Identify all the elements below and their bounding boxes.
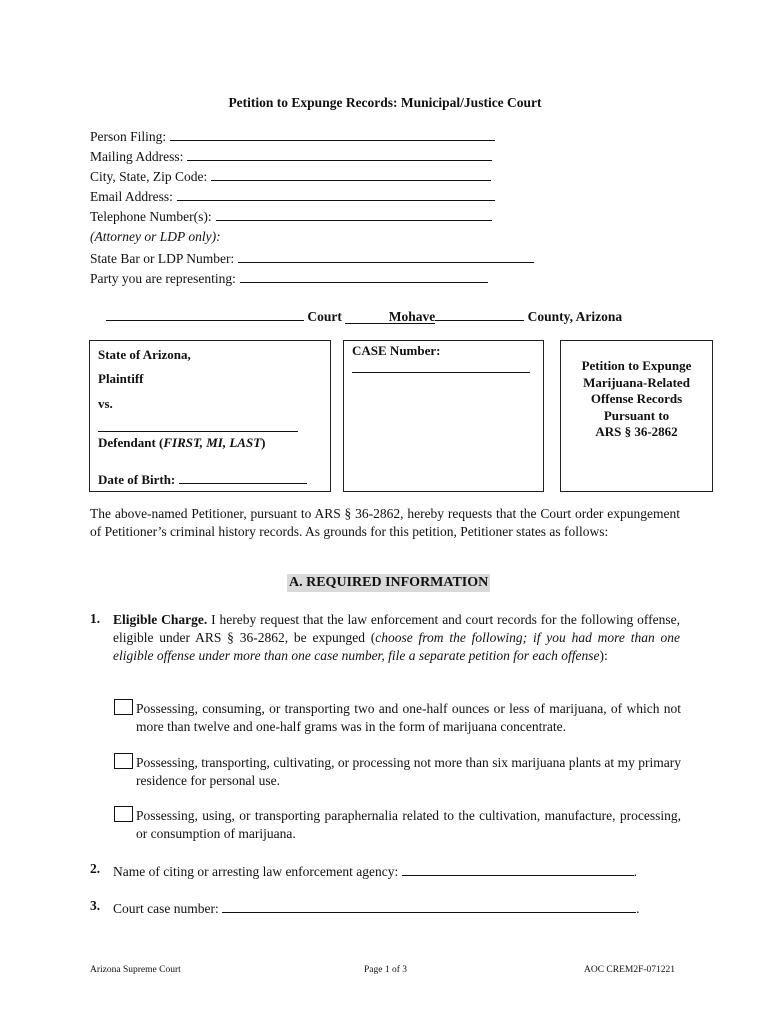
item-2-end: . [633,864,638,879]
option-2-checkbox[interactable] [114,753,133,769]
section-a-heading: A. REQUIRED INFORMATION [289,575,489,590]
case-number-label: CASE Number: [352,343,441,358]
telephone-label: Telephone Number(s): [90,209,212,224]
item-1-number: 1. [90,611,101,626]
attorney-note: (Attorney or LDP only): [90,229,221,244]
option-2-text: Possessing, transporting, cultivating, or processing not more than six marijuana plants at my primary residence for personal use. [136,755,681,788]
item-2-row [113,861,637,880]
state-bar-label: State Bar or LDP Number: [90,251,235,266]
party-label: Party you are representing: [90,271,236,286]
petition-title-line: ARS § 36-2862 [595,424,678,439]
county-field[interactable] [345,309,435,324]
case-number-field[interactable] [352,372,530,373]
item-1-body: I hereby request that the law enforcement and court records for the following offense, eligible under ARS § 36-2862, be expunged ( [113,612,681,645]
county-field-tail [435,306,524,321]
email-field[interactable] [177,186,495,201]
dob-label: Date of Birth: [98,472,176,487]
option-3-text: Possessing, using, or transporting paraphernalia related to the cultivation, manufacture, processing, or consumption of marijuana. [136,808,681,841]
defendant-label-text: Defendant ( [98,435,164,450]
dob-row [98,469,307,488]
person-filing-field[interactable] [170,126,495,141]
option-1-text: Possessing, consuming, or transporting two and one-half ounces or less of marijuana, of which not more than twelve and one-half grams was in the form of marijuana concentrate. [136,701,681,734]
item-3-row [113,898,639,917]
party-field[interactable] [240,268,488,283]
petition-title-line: Marijuana-Related [583,374,690,390]
defendant-format: FIRST, MI, LAST [163,435,262,450]
footer-page-number: Page 1 of 3 [364,965,408,975]
item-1-bold: Eligible Charge. [113,612,208,627]
court-name-field[interactable] [106,306,304,321]
intro-paragraph: The above-named Petitioner, pursuant to ARS § 36-2862, hereby requests that the Court order expungement of Petitioner’s criminal history records. As grounds for this petition, Petitioner states as follows: [90,506,680,539]
person-filing-label: Person Filing: [90,129,167,144]
city-state-zip-label: City, State, Zip Code: [90,169,208,184]
state-bar-field[interactable] [238,248,534,263]
plaintiff-name: State of Arizona, [98,347,191,362]
defendant-name-field[interactable] [98,431,298,432]
dob-field[interactable] [179,469,307,484]
case-number-box [343,340,544,492]
caption-parties-box [89,340,331,492]
petition-title-box [560,340,713,492]
option-3-checkbox[interactable] [114,806,133,822]
item-2-number: 2. [90,861,101,876]
email-row [90,186,495,207]
city-state-zip-row [90,166,491,187]
state-bar-row [90,248,534,269]
item-1-text [113,611,680,665]
plaintiff-label: Plaintiff [98,371,144,386]
mailing-address-row [90,146,492,167]
telephone-row [90,206,492,227]
item-3-label: Court case number: [113,901,219,916]
item-1-close: ): [599,648,608,663]
item-3-end: . [636,901,640,916]
city-state-zip-field[interactable] [211,166,491,181]
court-county-line [106,306,622,325]
vs-label: vs. [98,396,113,411]
court-label: Court [307,309,342,324]
document-title: Petition to Expunge Records: Municipal/Justice Court [228,95,542,110]
petition-title-line: Offense Records [590,391,683,406]
person-filing-row [90,126,495,147]
petition-title-line: Pursuant to [603,407,670,423]
party-row [90,268,488,289]
mailing-address-label: Mailing Address: [90,149,184,164]
email-label: Email Address: [90,189,173,204]
item-2-label: Name of citing or arresting law enforcement agency: [113,864,399,879]
petition-title-line: Petition to Expunge [581,358,692,373]
mailing-address-field[interactable] [187,146,492,161]
item-1-italic: choose from the following; if you had more than one eligible offense under more than one case number, file a separate petition for each offense [113,630,680,663]
petition-title [561,358,712,441]
option-1-checkbox[interactable] [114,699,133,715]
defendant-close: ) [261,435,266,450]
county-value: Mohave [388,309,436,324]
footer-left: Arizona Supreme Court [90,965,181,975]
telephone-field[interactable] [216,206,492,221]
county-label: County, Arizona [527,309,623,324]
footer-form-code: AOC CREM2F-071221 [584,965,676,975]
agency-field[interactable] [402,861,634,876]
item-3-number: 3. [90,898,101,913]
defendant-label [98,435,265,451]
court-case-number-field[interactable] [222,898,636,913]
